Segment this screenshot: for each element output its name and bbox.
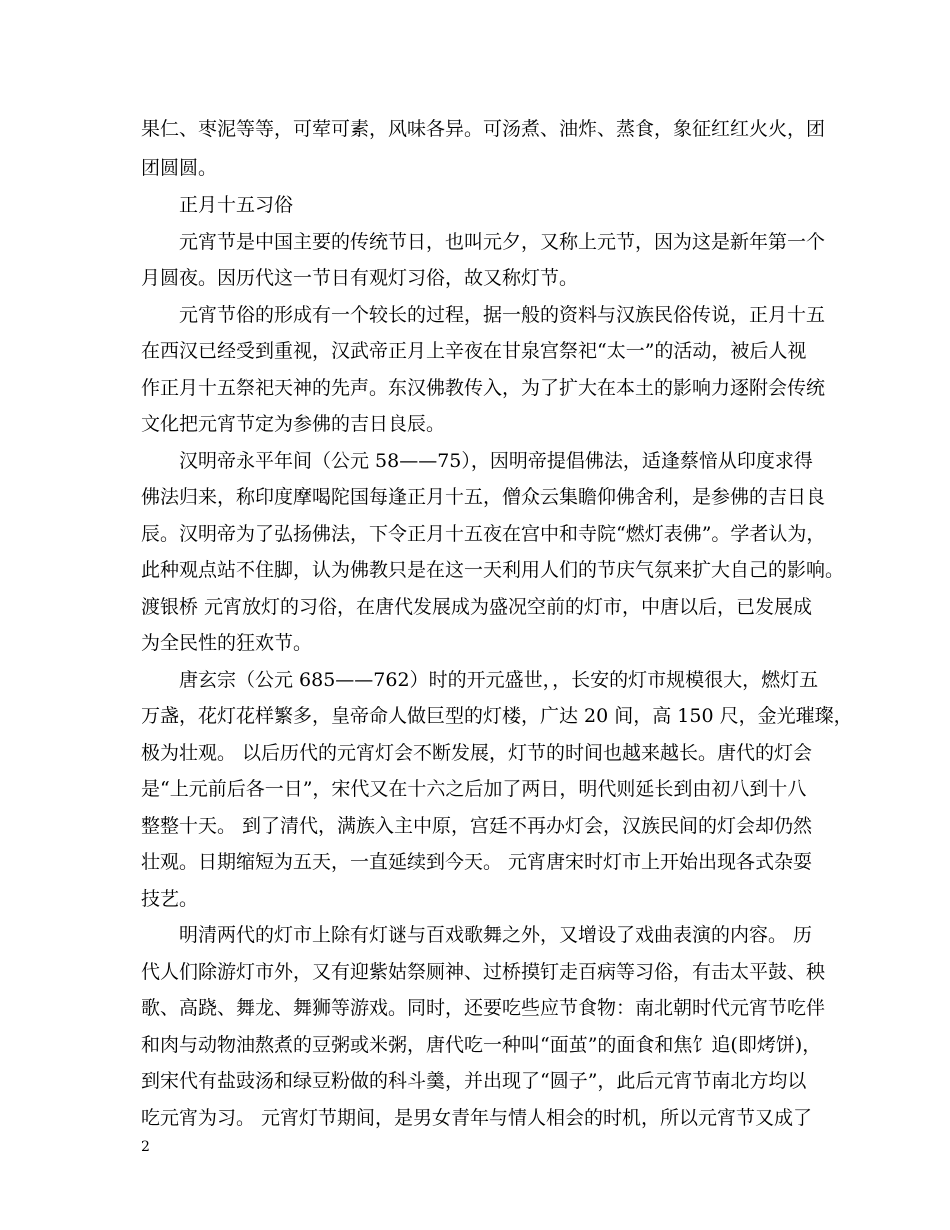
text-line: 到宋代有盐豉汤和绿豆粉做的科斗羹，并出现了“圆子”，此后元宵节南北方均以 — [141, 1070, 807, 1092]
text-line: 壮观。日期缩短为五天，一直延续到今天。 元宵唐宋时灯市上开始出现各式杂耍 — [141, 851, 813, 873]
text-line: 文化把元宵节定为参佛的吉日良辰。 — [141, 413, 446, 435]
text-line: 辰。汉明帝为了弘扬佛法，下令正月十五夜在宫中和寺院“燃灯表佛”。学者认为， — [141, 523, 826, 545]
text-line: 作正月十五祭祀天神的先声。东汉佛教传入，为了扩大在本土的影响力逐附会传统 — [141, 377, 826, 399]
text-line: 元宵节是中国主要的传统节日，也叫元夕，又称上元节，因为这是新年第一个 — [179, 231, 826, 253]
text-line: 此种观点站不住脚，认为佛教只是在这一天利用人们的节庆气氛来扩大自己的影响。 — [141, 559, 845, 581]
text-line: 技艺。 — [141, 888, 199, 910]
text-line: 万盏，花灯花样繁多，皇帝命人做巨型的灯楼，广达 20 间，高 150 尺，金光璀璨， — [141, 705, 853, 727]
text-line: 元宵节俗的形成有一个较长的过程，据一般的资料与汉族民俗传说，正月十五 — [179, 304, 826, 326]
text-line: 佛法归来，称印度摩喝陀国每逢正月十五，僧众云集瞻仰佛舍利，是参佛的吉日良 — [141, 486, 826, 508]
text-line: 和肉与动物油熬煮的豆粥或米粥，唐代吃一种叫“面茧”的面食和焦饣追(即烤饼)， — [141, 1034, 822, 1056]
text-line: 在西汉已经受到重视，汉武帝正月上辛夜在甘泉宫祭祀“太一”的活动，被后人视 — [141, 340, 807, 362]
text-line: 是“上元前后各一日”，宋代又在十六之后加了两日，明代则延长到由初八到十八 — [141, 778, 807, 800]
text-line: 明清两代的灯市上除有灯谜与百戏歌舞之外，又增设了戏曲表演的内容。 历 — [179, 924, 813, 946]
text-line: 极为壮观。 以后历代的元宵灯会不断发展，灯节的时间也越来越长。唐代的灯会 — [141, 742, 813, 764]
text-line: 代人们除游灯市外，又有迎紫姑祭厕神、过桥摸钉走百病等习俗，有击太平鼓、秧 — [141, 961, 826, 983]
text-line: 渡银桥 元宵放灯的习俗，在唐代发展成为盛况空前的灯市，中唐以后，已发展成 — [141, 596, 813, 618]
text-line: 果仁、枣泥等等，可荤可素，风味各异。可汤煮、油炸、蒸食，象征红红火火，团 — [141, 118, 826, 140]
page-number: 2 — [141, 1139, 150, 1155]
text-line: 为全民性的狂欢节。 — [141, 632, 313, 654]
text-line: 团圆圆。 — [141, 157, 218, 179]
text-line: 月圆夜。因历代这一节日有观灯习俗，故又称灯节。 — [141, 267, 579, 289]
section-heading: 正月十五习俗 — [179, 194, 294, 216]
text-line: 汉明帝永平年间（公元 58——75），因明帝提倡佛法，适逢蔡愔从印度求得 — [179, 450, 813, 472]
text-line: 唐玄宗（公元 685——762）时的开元盛世，，长安的灯市规模很大，燃灯五 — [179, 669, 819, 691]
text-line: 整整十天。 到了清代，满族入主中原，宫廷不再办灯会，汉族民间的灯会却仍然 — [141, 815, 813, 837]
text-line: 歌、高跷、舞龙、舞狮等游戏。同时，还要吃些应节食物：南北朝时代元宵节吃伴 — [141, 997, 826, 1019]
text-line: 吃元宵为习。 元宵灯节期间，是男女青年与情人相会的时机，所以元宵节又成了 — [141, 1107, 813, 1129]
